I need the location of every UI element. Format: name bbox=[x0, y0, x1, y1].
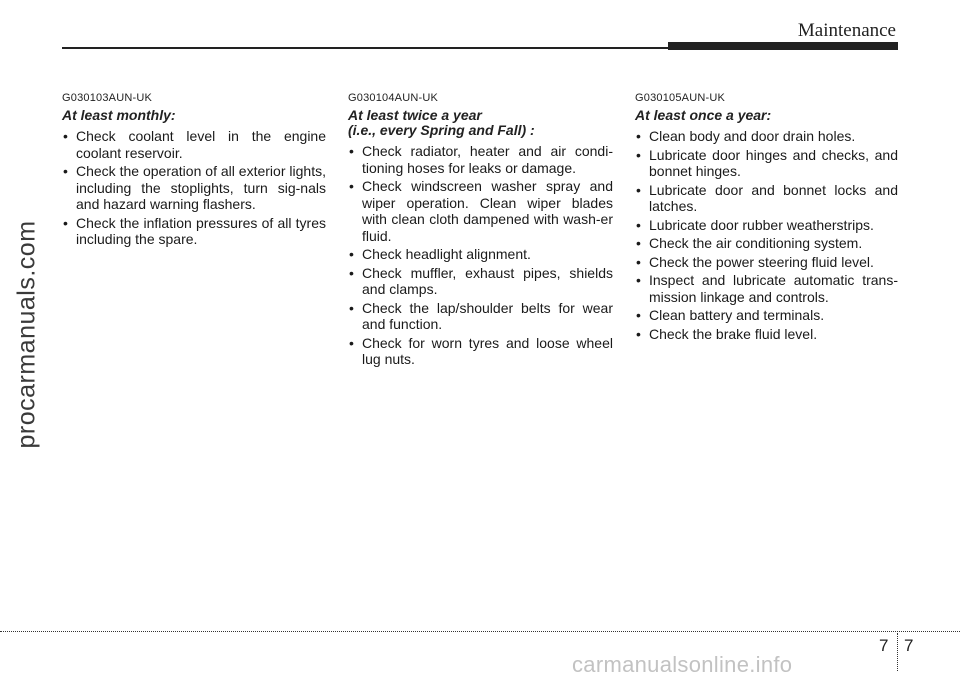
checklist-item: • Check the operation of all exterior lights, including the stoplights, turn sig-nals and hazard warning flashers. bbox=[62, 163, 326, 213]
checklist-item: • Check coolant level in the engine coolant reservoir. bbox=[62, 128, 326, 161]
section-heading bbox=[635, 108, 898, 123]
heading-line: At least monthly: bbox=[62, 107, 176, 123]
header-rule-accent bbox=[668, 42, 898, 50]
checklist-item: • Clean battery and terminals. bbox=[635, 307, 898, 324]
checklist-item: • Check radiator, heater and air condi-tioning hoses for leaks or damage. bbox=[348, 143, 613, 176]
checklist bbox=[348, 143, 613, 368]
checklist-item: • Lubricate door and bonnet locks and latches. bbox=[635, 182, 898, 215]
checklist-item: • Inspect and lubricate automatic trans-mission linkage and controls. bbox=[635, 272, 898, 305]
checklist-item: • Lubricate door hinges and checks, and bonnet hinges. bbox=[635, 147, 898, 180]
header-rule bbox=[62, 47, 670, 49]
checklist bbox=[62, 128, 326, 248]
checklist-item: • Check the air conditioning system. bbox=[635, 235, 898, 252]
checklist-item: • Check the lap/shoulder belts for wear and function. bbox=[348, 300, 613, 333]
checklist-item: • Check for worn tyres and loose wheel lug nuts. bbox=[348, 335, 613, 368]
section-heading bbox=[62, 108, 326, 123]
checklist-item: • Check windscreen washer spray and wiper operation. Clean wiper blades with clean cloth dampened with wash-er fluid. bbox=[348, 178, 613, 244]
section-code: G030103AUN-UK bbox=[62, 92, 153, 104]
chapter-number: 7 bbox=[879, 636, 889, 655]
footer-rule bbox=[0, 631, 960, 632]
header-title: Maintenance bbox=[797, 20, 896, 41]
footer-divider bbox=[897, 633, 898, 671]
section-once-a-year bbox=[635, 92, 898, 344]
checklist-item: • Clean body and door drain holes. bbox=[635, 128, 898, 145]
checklist bbox=[635, 128, 898, 342]
section-heading bbox=[348, 108, 613, 138]
bottom-watermark: carmanualsonline.info bbox=[572, 652, 793, 677]
checklist-item: • Lubricate door rubber weatherstrips. bbox=[635, 217, 898, 234]
checklist-item: • Check the brake fluid level. bbox=[635, 326, 898, 343]
heading-line: (i.e., every Spring and Fall) : bbox=[348, 122, 535, 138]
heading-line: At least twice a year bbox=[348, 107, 482, 123]
checklist-item: • Check the power steering fluid level. bbox=[635, 254, 898, 271]
checklist-item: • Check muffler, exhaust pipes, shields and clamps. bbox=[348, 265, 613, 298]
section-code: G030105AUN-UK bbox=[635, 92, 726, 104]
checklist-item: • Check headlight alignment. bbox=[348, 246, 613, 263]
section-monthly bbox=[62, 92, 326, 250]
page-number: 7 bbox=[904, 636, 914, 655]
heading-line: At least once a year: bbox=[635, 107, 772, 123]
side-watermark: procarmanuals.com bbox=[12, 220, 41, 449]
section-code: G030104AUN-UK bbox=[348, 92, 439, 104]
section-twice-a-year bbox=[348, 92, 613, 370]
checklist-item: • Check the inflation pressures of all tyres including the spare. bbox=[62, 215, 326, 248]
